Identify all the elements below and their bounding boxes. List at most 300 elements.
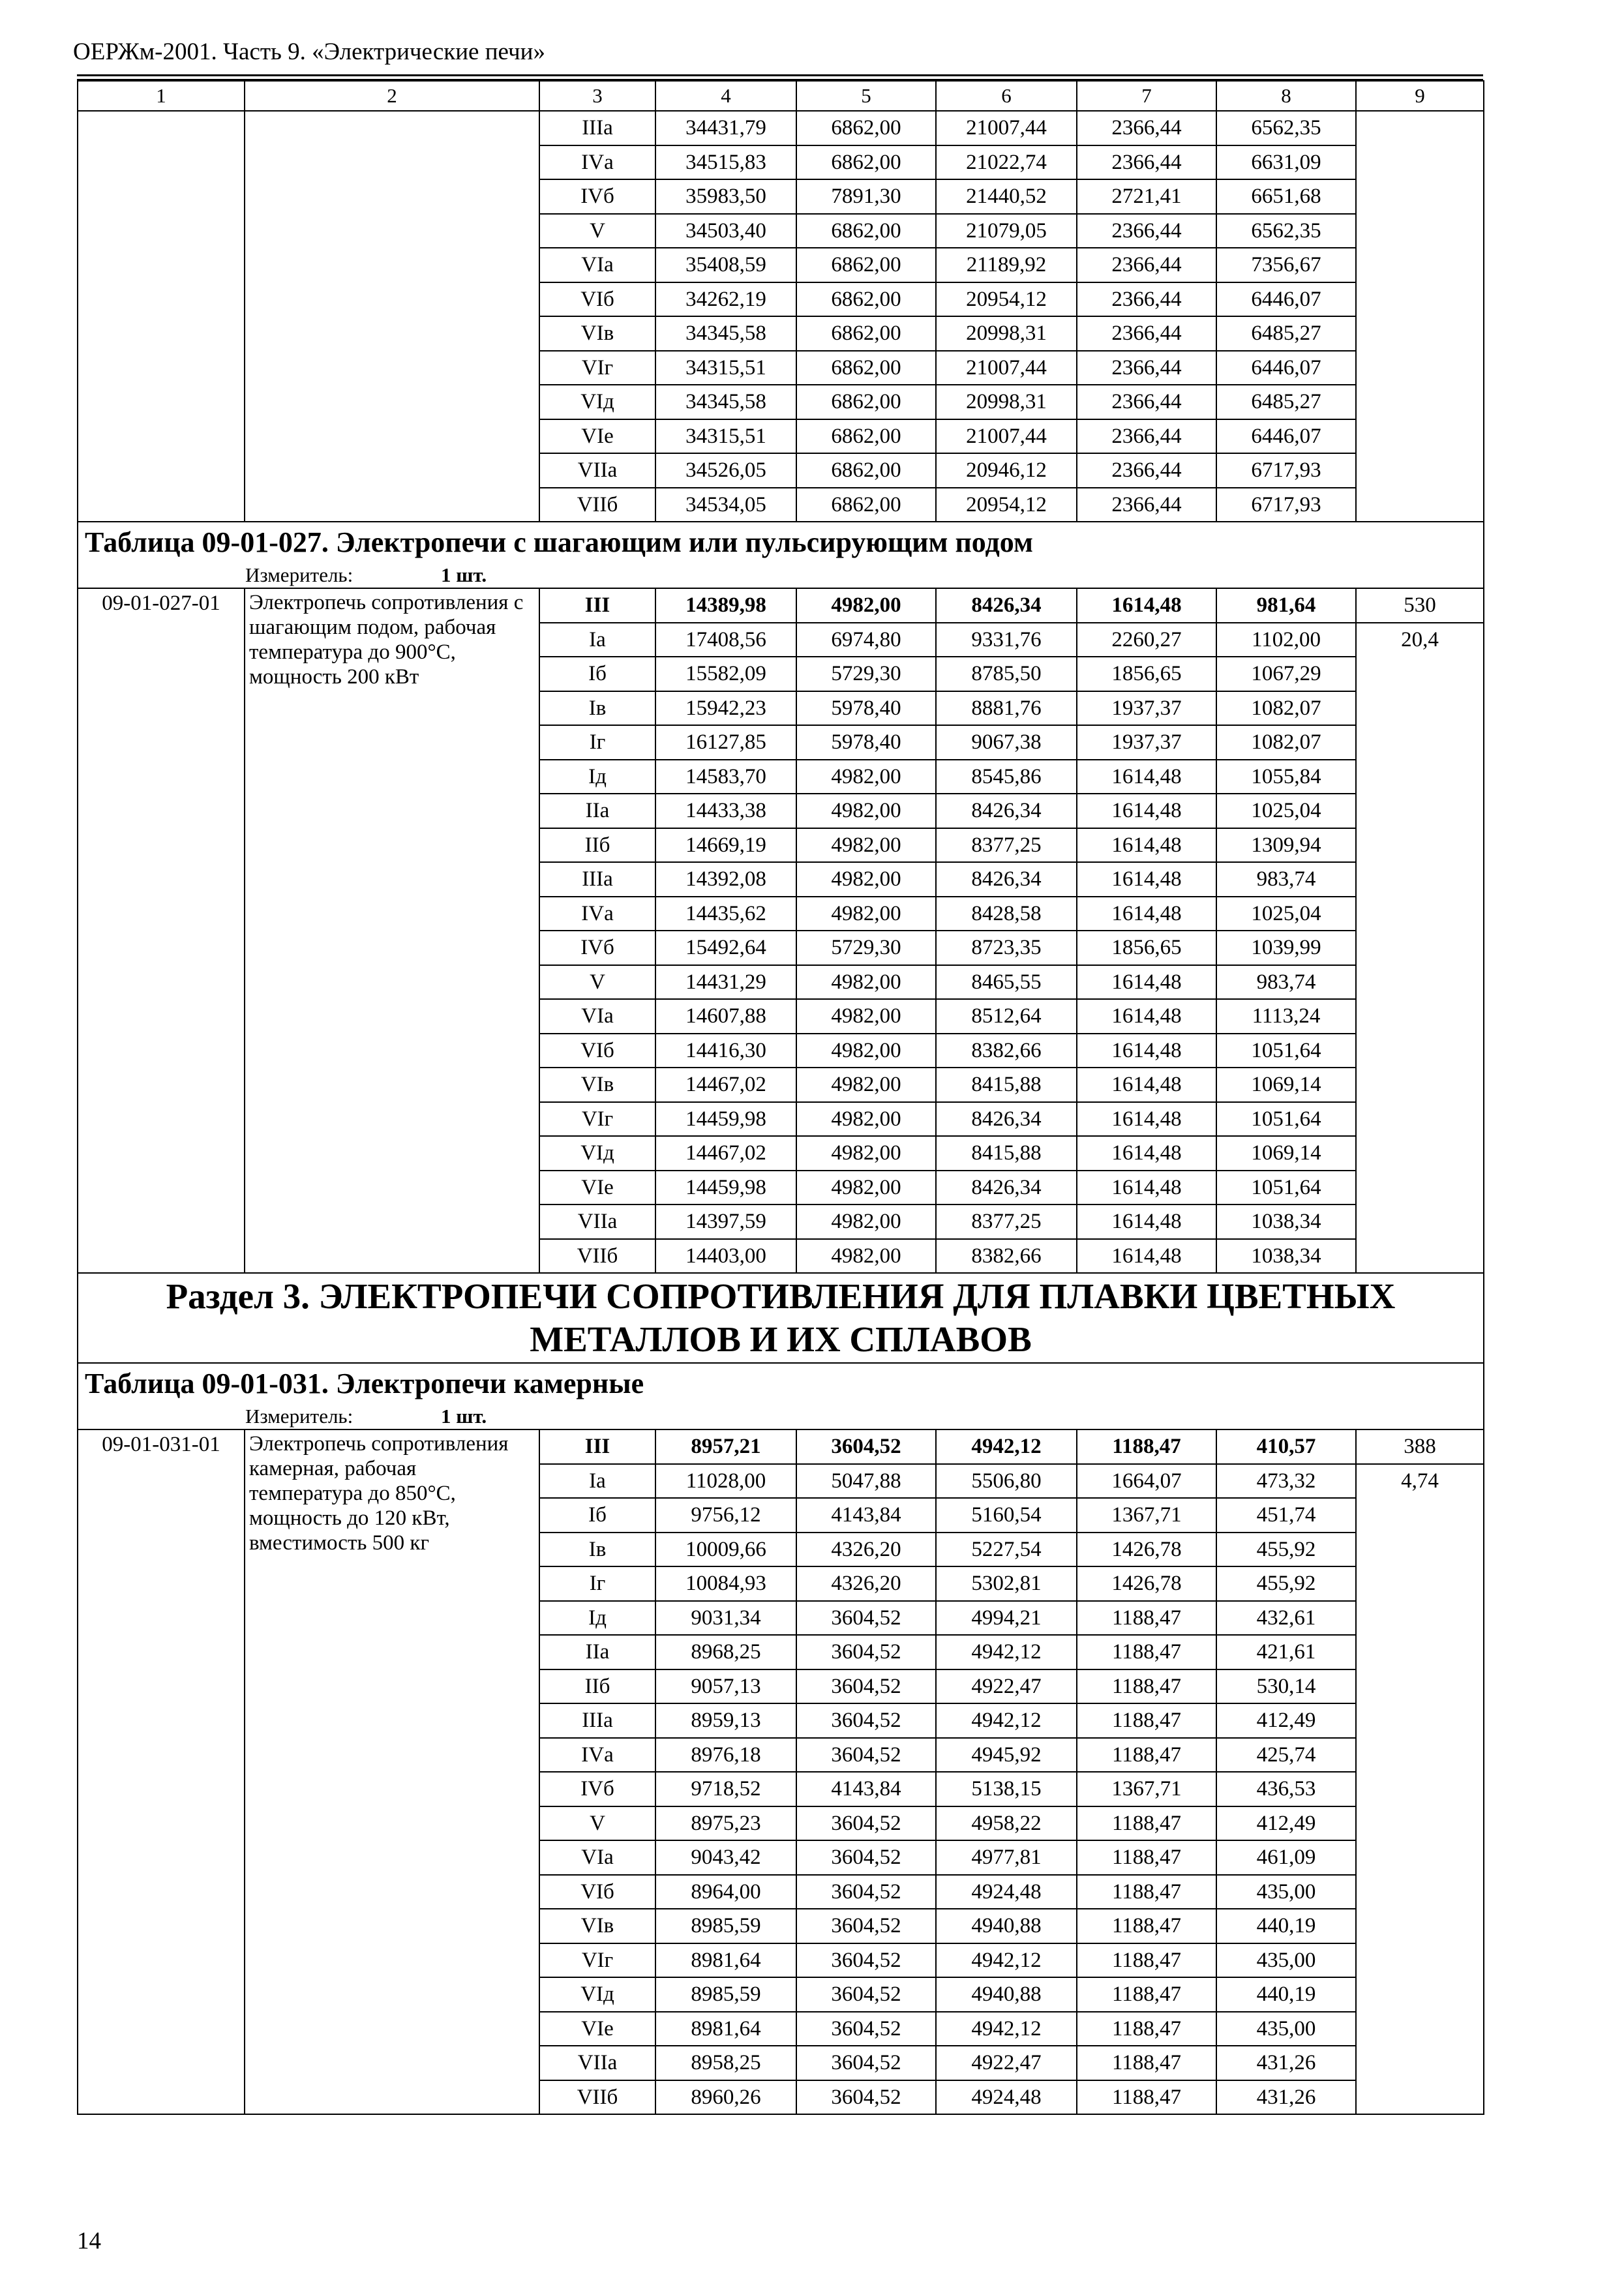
zone-cell: V <box>539 965 655 1000</box>
value-cell: 3604,52 <box>796 1806 936 1841</box>
value-cell: 8426,34 <box>936 794 1077 828</box>
value-cell: 1051,64 <box>1216 1171 1356 1205</box>
code-cell: 09-01-027-01 <box>78 588 245 1273</box>
value-cell: 15492,64 <box>655 931 796 965</box>
zone-cell: VIб <box>539 1034 655 1068</box>
zone-cell: VIд <box>539 1136 655 1171</box>
value-cell: 2366,44 <box>1077 248 1216 282</box>
zone-cell: VIIа <box>539 453 655 488</box>
value-cell: 4940,88 <box>936 1909 1077 1943</box>
value-cell: 4143,84 <box>796 1772 936 1806</box>
value-cell: 1664,07 <box>1077 1464 1216 1499</box>
value-cell: 435,00 <box>1216 1875 1356 1909</box>
value-cell: 14433,38 <box>655 794 796 828</box>
column-number: 5 <box>796 81 936 111</box>
value-cell: 8415,88 <box>936 1136 1077 1171</box>
value-cell: 4982,00 <box>796 897 936 931</box>
value-cell: 8723,35 <box>936 931 1077 965</box>
zone-cell: IIб <box>539 828 655 863</box>
zone-cell: VIв <box>539 1068 655 1102</box>
value-cell: 4940,88 <box>936 1977 1077 2012</box>
zone-cell: VIа <box>539 248 655 282</box>
value-cell: 4922,47 <box>936 2046 1077 2080</box>
value-cell: 2366,44 <box>1077 145 1216 180</box>
value-cell: 8975,23 <box>655 1806 796 1841</box>
value-cell: 8985,59 <box>655 1977 796 2012</box>
value-cell: 4982,00 <box>796 965 936 1000</box>
zone-cell: VIIб <box>539 2080 655 2115</box>
zone-cell: Iб <box>539 657 655 691</box>
value-cell: 1188,47 <box>1077 1703 1216 1738</box>
value-cell: 1188,47 <box>1077 1429 1216 1464</box>
value-cell: 4942,12 <box>936 1429 1077 1464</box>
zone-cell: III <box>539 588 655 623</box>
zone-cell: IIIа <box>539 1703 655 1738</box>
unit-label: Измеритель: <box>245 563 353 586</box>
value-cell: 17408,56 <box>655 623 796 657</box>
value-cell: 34515,83 <box>655 145 796 180</box>
value-cell: 6717,93 <box>1216 453 1356 488</box>
value-cell: 8382,66 <box>936 1034 1077 1068</box>
value-cell: 14416,30 <box>655 1034 796 1068</box>
column-number: 8 <box>1216 81 1356 111</box>
value-cell: 6862,00 <box>796 316 936 351</box>
value-cell: 425,74 <box>1216 1738 1356 1773</box>
value-cell: 6485,27 <box>1216 385 1356 419</box>
value-cell: 5978,40 <box>796 725 936 760</box>
column-number: 1 <box>78 81 245 111</box>
zone-cell: V <box>539 1806 655 1841</box>
zone-cell: IVб <box>539 931 655 965</box>
value-cell: 6862,00 <box>796 282 936 317</box>
value-cell: 7891,30 <box>796 179 936 214</box>
section-heading-row <box>78 1273 1484 1363</box>
value-cell: 35408,59 <box>655 248 796 282</box>
value-cell: 1614,48 <box>1077 999 1216 1034</box>
value-cell: 6862,00 <box>796 111 936 145</box>
value-cell: 4326,20 <box>796 1566 936 1601</box>
value-cell: 34345,58 <box>655 385 796 419</box>
value-cell: 4994,21 <box>936 1601 1077 1636</box>
value-cell: 3604,52 <box>796 1943 936 1978</box>
value-cell: 4982,00 <box>796 794 936 828</box>
zone-cell: VIIа <box>539 2046 655 2080</box>
value-cell: 4977,81 <box>936 1840 1077 1875</box>
value-cell: 1614,48 <box>1077 828 1216 863</box>
resource-cell: 20,4 <box>1356 623 1484 1274</box>
value-cell: 8981,64 <box>655 2012 796 2046</box>
value-cell: 2260,27 <box>1077 623 1216 657</box>
value-cell: 410,57 <box>1216 1429 1356 1464</box>
value-cell: 1614,48 <box>1077 1136 1216 1171</box>
value-cell: 8465,55 <box>936 965 1077 1000</box>
value-cell: 1856,65 <box>1077 931 1216 965</box>
value-cell: 1937,37 <box>1077 725 1216 760</box>
value-cell: 4922,47 <box>936 1669 1077 1704</box>
value-cell: 34534,05 <box>655 488 796 522</box>
value-cell: 4982,00 <box>796 1204 936 1239</box>
zone-cell: VIе <box>539 2012 655 2046</box>
value-cell: 1188,47 <box>1077 1977 1216 2012</box>
value-cell: 1038,34 <box>1216 1239 1356 1274</box>
value-cell: 1082,07 <box>1216 691 1356 726</box>
value-cell: 10084,93 <box>655 1566 796 1601</box>
table-031-unit-row <box>78 1404 1484 1429</box>
value-cell: 1025,04 <box>1216 897 1356 931</box>
value-cell: 21022,74 <box>936 145 1077 180</box>
value-cell: 8981,64 <box>655 1943 796 1978</box>
page-number: 14 <box>77 2228 101 2254</box>
value-cell: 3604,52 <box>796 2046 936 2080</box>
value-cell: 1188,47 <box>1077 2080 1216 2115</box>
value-cell: 4143,84 <box>796 1498 936 1533</box>
value-cell: 432,61 <box>1216 1601 1356 1636</box>
value-cell: 14467,02 <box>655 1136 796 1171</box>
value-cell: 1055,84 <box>1216 760 1356 794</box>
value-cell: 4982,00 <box>796 1239 936 1274</box>
value-cell: 1309,94 <box>1216 828 1356 863</box>
value-cell: 1102,00 <box>1216 623 1356 657</box>
value-cell: 8382,66 <box>936 1239 1077 1274</box>
value-cell: 8985,59 <box>655 1909 796 1943</box>
value-cell: 8377,25 <box>936 1204 1077 1239</box>
value-cell: 1367,71 <box>1077 1772 1216 1806</box>
value-cell: 8968,25 <box>655 1635 796 1669</box>
value-cell: 1856,65 <box>1077 657 1216 691</box>
value-cell: 1614,48 <box>1077 1204 1216 1239</box>
zone-cell: IIIа <box>539 862 655 897</box>
value-cell: 20954,12 <box>936 282 1077 317</box>
value-cell: 1069,14 <box>1216 1068 1356 1102</box>
value-cell: 8426,34 <box>936 862 1077 897</box>
value-cell: 3604,52 <box>796 1738 936 1773</box>
value-cell: 451,74 <box>1216 1498 1356 1533</box>
value-cell: 34526,05 <box>655 453 796 488</box>
value-cell: 8959,13 <box>655 1703 796 1738</box>
value-cell: 15582,09 <box>655 657 796 691</box>
zone-cell: VIе <box>539 419 655 454</box>
value-cell: 8785,50 <box>936 657 1077 691</box>
value-cell: 1067,29 <box>1216 657 1356 691</box>
zone-cell: IVб <box>539 1772 655 1806</box>
zone-cell: VIIа <box>539 1204 655 1239</box>
value-cell: 435,00 <box>1216 2012 1356 2046</box>
value-cell: 3604,52 <box>796 1601 936 1636</box>
zone-cell: IIIа <box>539 111 655 145</box>
value-cell: 14459,98 <box>655 1102 796 1137</box>
value-cell: 2366,44 <box>1077 316 1216 351</box>
value-cell: 1038,34 <box>1216 1204 1356 1239</box>
value-cell: 34262,19 <box>655 282 796 317</box>
value-cell: 412,49 <box>1216 1806 1356 1841</box>
value-cell: 15942,23 <box>655 691 796 726</box>
resource-cell <box>1356 111 1484 522</box>
value-cell: 5160,54 <box>936 1498 1077 1533</box>
value-cell: 10009,66 <box>655 1533 796 1567</box>
value-cell: 34503,40 <box>655 214 796 248</box>
value-cell: 3604,52 <box>796 1909 936 1943</box>
value-cell: 1069,14 <box>1216 1136 1356 1171</box>
table-row <box>78 1429 1484 1464</box>
value-cell: 5729,30 <box>796 931 936 965</box>
code-cell <box>78 111 245 522</box>
value-cell: 4945,92 <box>936 1738 1077 1773</box>
zone-cell: IIа <box>539 1635 655 1669</box>
value-cell: 983,74 <box>1216 965 1356 1000</box>
value-cell: 5978,40 <box>796 691 936 726</box>
value-cell: 2366,44 <box>1077 214 1216 248</box>
value-cell: 1188,47 <box>1077 1738 1216 1773</box>
zone-cell: IIб <box>539 1669 655 1704</box>
value-cell: 14389,98 <box>655 588 796 623</box>
value-cell: 4942,12 <box>936 1703 1077 1738</box>
value-cell: 1614,48 <box>1077 1034 1216 1068</box>
value-cell: 461,09 <box>1216 1840 1356 1875</box>
value-cell: 4982,00 <box>796 999 936 1034</box>
value-cell: 435,00 <box>1216 1943 1356 1978</box>
value-cell: 5227,54 <box>936 1533 1077 1567</box>
value-cell: 9043,42 <box>655 1840 796 1875</box>
value-cell: 1188,47 <box>1077 1909 1216 1943</box>
zone-cell: VIб <box>539 282 655 317</box>
value-cell: 1188,47 <box>1077 1943 1216 1978</box>
zone-cell: IVб <box>539 179 655 214</box>
value-cell: 20998,31 <box>936 385 1077 419</box>
zone-cell: VIа <box>539 999 655 1034</box>
value-cell: 6562,35 <box>1216 111 1356 145</box>
zone-cell: Iа <box>539 623 655 657</box>
value-cell: 3604,52 <box>796 1635 936 1669</box>
value-cell: 11028,00 <box>655 1464 796 1499</box>
value-cell: 2366,44 <box>1077 419 1216 454</box>
value-cell: 8415,88 <box>936 1068 1077 1102</box>
value-cell: 1113,24 <box>1216 999 1356 1034</box>
unit-value: 1 шт. <box>441 1405 487 1428</box>
value-cell: 8545,86 <box>936 760 1077 794</box>
resource-cell: 4,74 <box>1356 1464 1484 2115</box>
unit-value: 1 шт. <box>441 563 487 586</box>
zone-cell: Iг <box>539 725 655 760</box>
value-cell: 8512,64 <box>936 999 1077 1034</box>
resource-cell: 530 <box>1356 588 1484 623</box>
value-cell: 3604,52 <box>796 1875 936 1909</box>
value-cell: 1426,78 <box>1077 1566 1216 1601</box>
value-cell: 2721,41 <box>1077 179 1216 214</box>
value-cell: 6862,00 <box>796 419 936 454</box>
value-cell: 34315,51 <box>655 351 796 385</box>
zone-cell: IVа <box>539 1738 655 1773</box>
zone-cell: Iд <box>539 760 655 794</box>
zone-cell: VIа <box>539 1840 655 1875</box>
value-cell: 6862,00 <box>796 453 936 488</box>
value-cell: 8426,34 <box>936 1171 1077 1205</box>
value-cell: 21440,52 <box>936 179 1077 214</box>
value-cell: 6862,00 <box>796 248 936 282</box>
column-number: 4 <box>655 81 796 111</box>
zone-cell: VIг <box>539 1943 655 1978</box>
value-cell: 8976,18 <box>655 1738 796 1773</box>
value-cell: 1614,48 <box>1077 794 1216 828</box>
value-cell: 2366,44 <box>1077 385 1216 419</box>
value-cell: 14431,29 <box>655 965 796 1000</box>
value-cell: 1051,64 <box>1216 1034 1356 1068</box>
value-cell: 3604,52 <box>796 1429 936 1464</box>
value-cell: 6446,07 <box>1216 351 1356 385</box>
value-cell: 9031,34 <box>655 1601 796 1636</box>
value-cell: 4982,00 <box>796 862 936 897</box>
value-cell: 6631,09 <box>1216 145 1356 180</box>
zone-cell: Iв <box>539 1533 655 1567</box>
value-cell: 1082,07 <box>1216 725 1356 760</box>
value-cell: 473,32 <box>1216 1464 1356 1499</box>
value-cell: 1367,71 <box>1077 1498 1216 1533</box>
value-cell: 6651,68 <box>1216 179 1356 214</box>
zone-cell: VIе <box>539 1171 655 1205</box>
value-cell: 530,14 <box>1216 1669 1356 1704</box>
column-number: 7 <box>1077 81 1216 111</box>
value-cell: 455,92 <box>1216 1566 1356 1601</box>
table-031-unit <box>78 1404 1484 1429</box>
resource-cell: 388 <box>1356 1429 1484 1464</box>
name-cell: Электропечь сопротивления камерная, рабочая температура до 850°С, мощность до 120 кВт, вместимость 500 кг <box>245 1429 539 2114</box>
value-cell: 5138,15 <box>936 1772 1077 1806</box>
value-cell: 6862,00 <box>796 385 936 419</box>
value-cell: 8426,34 <box>936 1102 1077 1137</box>
column-number: 3 <box>539 81 655 111</box>
column-number: 6 <box>936 81 1077 111</box>
value-cell: 1188,47 <box>1077 2012 1216 2046</box>
value-cell: 1614,48 <box>1077 1239 1216 1274</box>
value-cell: 14607,88 <box>655 999 796 1034</box>
table-027-unit <box>78 563 1484 588</box>
value-cell: 412,49 <box>1216 1703 1356 1738</box>
column-number: 2 <box>245 81 539 111</box>
zone-cell: VIв <box>539 316 655 351</box>
value-cell: 4982,00 <box>796 1068 936 1102</box>
value-cell: 8881,76 <box>936 691 1077 726</box>
value-cell: 2366,44 <box>1077 488 1216 522</box>
value-cell: 16127,85 <box>655 725 796 760</box>
value-cell: 1614,48 <box>1077 760 1216 794</box>
value-cell: 1188,47 <box>1077 1669 1216 1704</box>
value-cell: 3604,52 <box>796 1669 936 1704</box>
value-cell: 34315,51 <box>655 419 796 454</box>
value-cell: 8960,26 <box>655 2080 796 2115</box>
table-027-heading-row <box>78 522 1484 563</box>
value-cell: 9756,12 <box>655 1498 796 1533</box>
value-cell: 3604,52 <box>796 2012 936 2046</box>
value-cell: 8428,58 <box>936 897 1077 931</box>
value-cell: 4942,12 <box>936 2012 1077 2046</box>
zone-cell: III <box>539 1429 655 1464</box>
value-cell: 14403,00 <box>655 1239 796 1274</box>
value-cell: 8958,25 <box>655 2046 796 2080</box>
value-cell: 9718,52 <box>655 1772 796 1806</box>
header-rule <box>77 74 1483 76</box>
zone-cell: IIа <box>539 794 655 828</box>
zone-cell: VIIб <box>539 488 655 522</box>
page-header: ОЕРЖм-2001. Часть 9. «Электрические печи» <box>73 38 545 65</box>
value-cell: 35983,50 <box>655 179 796 214</box>
zone-cell: VIд <box>539 1977 655 2012</box>
zone-cell: VIв <box>539 1909 655 1943</box>
value-cell: 4326,20 <box>796 1533 936 1567</box>
value-cell: 1426,78 <box>1077 1533 1216 1567</box>
value-cell: 2366,44 <box>1077 351 1216 385</box>
zone-cell: IVа <box>539 897 655 931</box>
value-cell: 455,92 <box>1216 1533 1356 1567</box>
value-cell: 1039,99 <box>1216 931 1356 965</box>
value-cell: 6862,00 <box>796 214 936 248</box>
zone-cell: VIг <box>539 1102 655 1137</box>
table-row <box>78 111 1484 145</box>
value-cell: 4924,48 <box>936 2080 1077 2115</box>
value-cell: 9067,38 <box>936 725 1077 760</box>
value-cell: 1025,04 <box>1216 794 1356 828</box>
value-cell: 4958,22 <box>936 1806 1077 1841</box>
value-cell: 21007,44 <box>936 419 1077 454</box>
value-cell: 21007,44 <box>936 111 1077 145</box>
value-cell: 1188,47 <box>1077 1601 1216 1636</box>
value-cell: 1188,47 <box>1077 1635 1216 1669</box>
value-cell: 20954,12 <box>936 488 1077 522</box>
name-cell: Электропечь сопротивления с шагающим подом, рабочая температура до 900°С, мощность 200 кВт <box>245 588 539 1273</box>
table-body <box>78 81 1484 2114</box>
value-cell: 6974,80 <box>796 623 936 657</box>
zone-cell: V <box>539 214 655 248</box>
value-cell: 14467,02 <box>655 1068 796 1102</box>
value-cell: 14397,59 <box>655 1204 796 1239</box>
value-cell: 8964,00 <box>655 1875 796 1909</box>
zone-cell: VIIб <box>539 1239 655 1274</box>
value-cell: 8426,34 <box>936 588 1077 623</box>
value-cell: 3604,52 <box>796 2080 936 2115</box>
value-cell: 14392,08 <box>655 862 796 897</box>
value-cell: 6562,35 <box>1216 214 1356 248</box>
value-cell: 4924,48 <box>936 1875 1077 1909</box>
value-cell: 34345,58 <box>655 316 796 351</box>
value-cell: 4982,00 <box>796 760 936 794</box>
value-cell: 1614,48 <box>1077 1068 1216 1102</box>
value-cell: 20946,12 <box>936 453 1077 488</box>
value-cell: 5506,80 <box>936 1464 1077 1499</box>
price-table <box>77 80 1484 2115</box>
value-cell: 5047,88 <box>796 1464 936 1499</box>
value-cell: 1614,48 <box>1077 862 1216 897</box>
zone-cell: Iг <box>539 1566 655 1601</box>
value-cell: 34431,79 <box>655 111 796 145</box>
value-cell: 981,64 <box>1216 588 1356 623</box>
value-cell: 440,19 <box>1216 1909 1356 1943</box>
value-cell: 6862,00 <box>796 351 936 385</box>
table-027-heading: Таблица 09-01-027. Электропечи с шагающим или пульсирующим подом <box>78 522 1484 563</box>
table-031-heading-row <box>78 1363 1484 1404</box>
zone-cell: Iб <box>539 1498 655 1533</box>
value-cell: 1614,48 <box>1077 1102 1216 1137</box>
value-cell: 6446,07 <box>1216 419 1356 454</box>
value-cell: 8377,25 <box>936 828 1077 863</box>
value-cell: 6717,93 <box>1216 488 1356 522</box>
value-cell: 4982,00 <box>796 1102 936 1137</box>
value-cell: 21189,92 <box>936 248 1077 282</box>
value-cell: 5302,81 <box>936 1566 1077 1601</box>
value-cell: 14459,98 <box>655 1171 796 1205</box>
value-cell: 20998,31 <box>936 316 1077 351</box>
value-cell: 6862,00 <box>796 488 936 522</box>
value-cell: 4982,00 <box>796 1171 936 1205</box>
value-cell: 21007,44 <box>936 351 1077 385</box>
value-cell: 436,53 <box>1216 1772 1356 1806</box>
